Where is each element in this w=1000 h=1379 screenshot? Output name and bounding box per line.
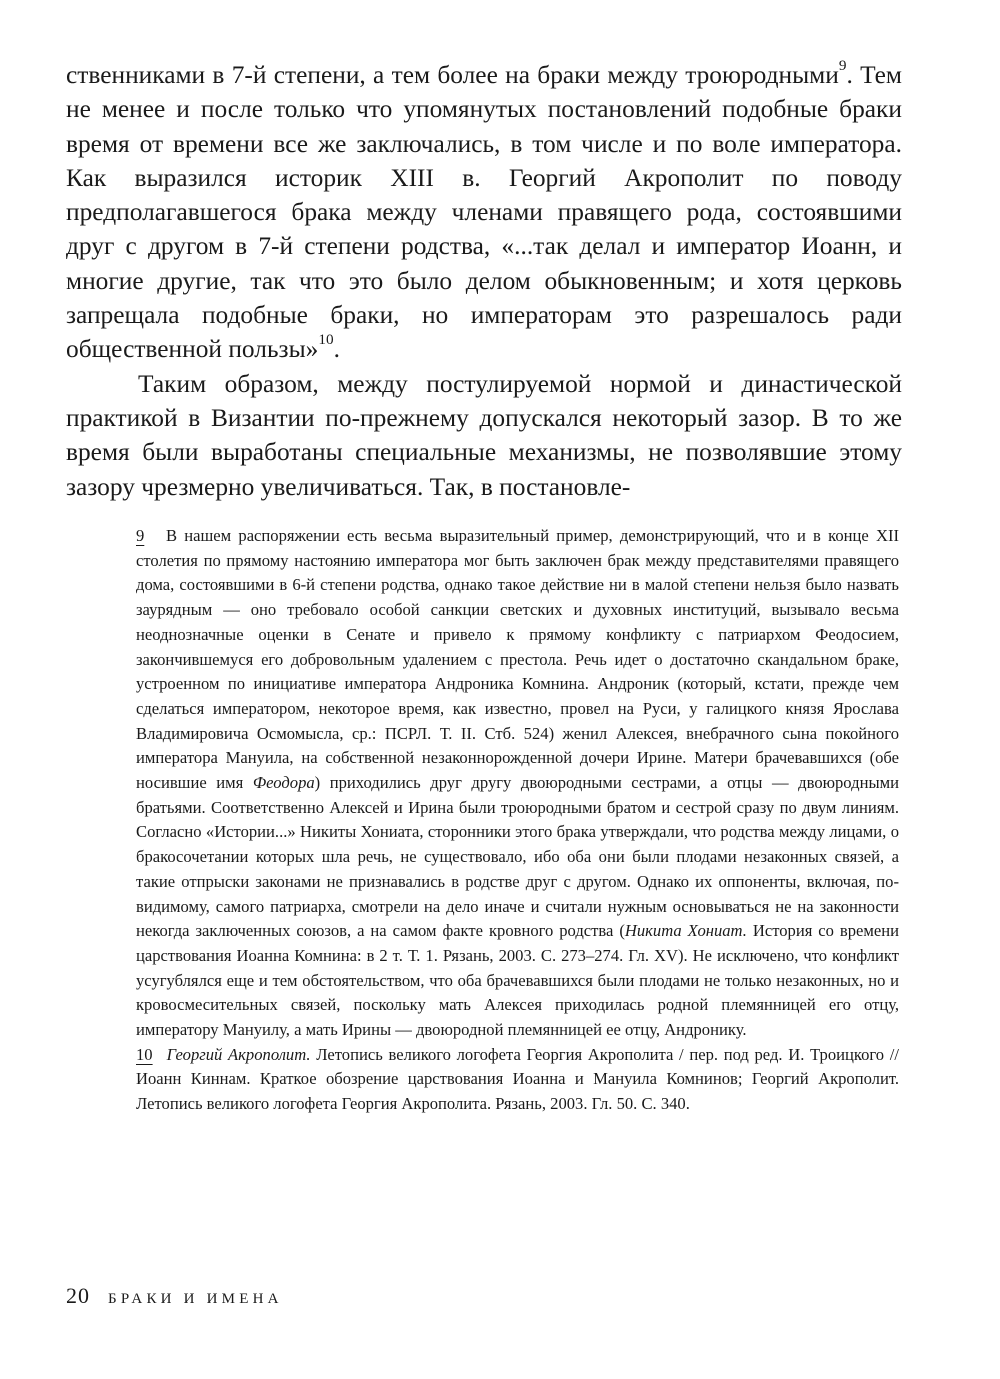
- footnote-ref-9[interactable]: 9: [838, 57, 847, 75]
- footnote-number-9: 9: [136, 526, 145, 545]
- footnote-9-text-3: История со времени царствования Иоанна Комнина: в 2 т. Т. 1. Рязань, 2003. С. 273–274. Гл. XV). Не исключено, что конфликт усугублялся еще и тем обстоятельством, что оба брачевавшихся были плодами не только незаконных, но и кровосмесительных связей, поскольку мать Алексея приходилась родной племянницей его отцу, императору Мануилу, а мать Ирины — двоюродной племянницей ее отцу, Андронику.: [136, 921, 899, 1040]
- footnote-10: [136, 1043, 899, 1117]
- footnote-ref-10[interactable]: 10: [318, 331, 334, 349]
- main-text: [66, 58, 902, 504]
- running-title: БРАКИ И ИМЕНА: [108, 1291, 283, 1307]
- paragraph-1-end: .: [333, 335, 340, 364]
- footnote-10-italic-author: Георгий Акрополит.: [166, 1044, 311, 1064]
- footnote-9-text: В нашем распоряжении есть весьма выразительный пример, демонстрирующий, что и в конце XII столетия по прямому настоянию императора мог быть заключен брак между представителями правящего дома, состоявшими в 6-й степени родства, однако такое действие ни в малой степени нельзя было назвать заурядным — оно требовало особой санкции светских и духовных институций, вызывало весьма неоднозначные оценки в Сенате и привело к прямому конфликту с патриархом Феодосием, закончившемуся его добровольным удалением с престола. Речь идет о достаточно скандальном браке, устроенном по инициативе императора Андроника Комнина. Андроник (который, кстати, прежде чем сделаться императором, некоторое время, как известно, провел на Руси, у галицкого князя Ярослава Владимировича Осмомысла, ср.: ПСРЛ. Т. II. Стб. 524) женил Алексея, внебрачного сына покойного императора Мануила, на собственной незаконнорожденной дочери Ирине. Матери брачевавшихся (обе носившие имя: [136, 526, 899, 793]
- footnote-number-10: 10: [136, 1044, 153, 1064]
- paragraph-2: Таким образом, между постулируемой нормой и династической практикой в Византии по-прежнему допускался некоторый зазор. В то же время были выработаны специальные механизмы, не позволявшие этому зазору чрезмерно увеличиваться. Так, в постановле-: [66, 369, 902, 501]
- footnote-9: [136, 524, 899, 1043]
- paragraph-1-text-continued: . Тем не менее и после только что упомянутых постановлений подобные браки время от времени все же заключались, в том числе и по воле императора. Как выразился историк XIII в. Георгий Акрополит по поводу предполагавшегося брака между членами правящего рода, состоявшими друг с другом в 7-й степени родства, «...так делал и император Иоанн, и многие другие, так что это было делом обыкновенным; и хотя церковь запрещала подобные браки, но императорам это разрешалось ради общественной пользы»: [66, 61, 902, 364]
- footnote-9-italic-name: Феодора: [252, 773, 315, 793]
- page-number: 20: [66, 1283, 90, 1308]
- footnote-9-text-2: ) приходились друг другу двоюродными сестрами, а отцы — двоюродными братьями. Соответственно Алексей и Ирина были троюродными братом и сестрой сразу по двум линиям. Согласно «Истории...» Никиты Хониата, сторонники этого брака утверждали, что родства между лицами, о бракосочетании которых шла речь, не существовало, ибо оба они были плодами незаконных связей, а такие отпрыски законами не признавались в родстве друг с другом. Однако их оппоненты, включая, по-видимому, самого патриарха, смотрели на дело иначе и считали нужным основываться не на законности некогда заключенных союзов, а на самом факте кровного родства (: [136, 773, 899, 941]
- page-footer: [66, 1282, 283, 1313]
- footnote-9-italic-author: Никита Хониат.: [624, 921, 747, 941]
- paragraph-1-text: ственниками в 7-й степени, а тем более на браки между троюродными: [66, 61, 839, 89]
- footnote-10-text: Летопись великого логофета Георгия Акрополита / пер. под ред. И. Троицкого // Иоанн Киннам. Краткое обозрение царствования Иоанна и Мануила Комнинов; Георгий Акрополит. Летопись великого логофета Георгия Акрополита. Рязань, 2003. Гл. 50. С. 340.: [136, 1044, 899, 1114]
- paragraph-1: [66, 58, 902, 367]
- footnotes: [136, 524, 899, 1117]
